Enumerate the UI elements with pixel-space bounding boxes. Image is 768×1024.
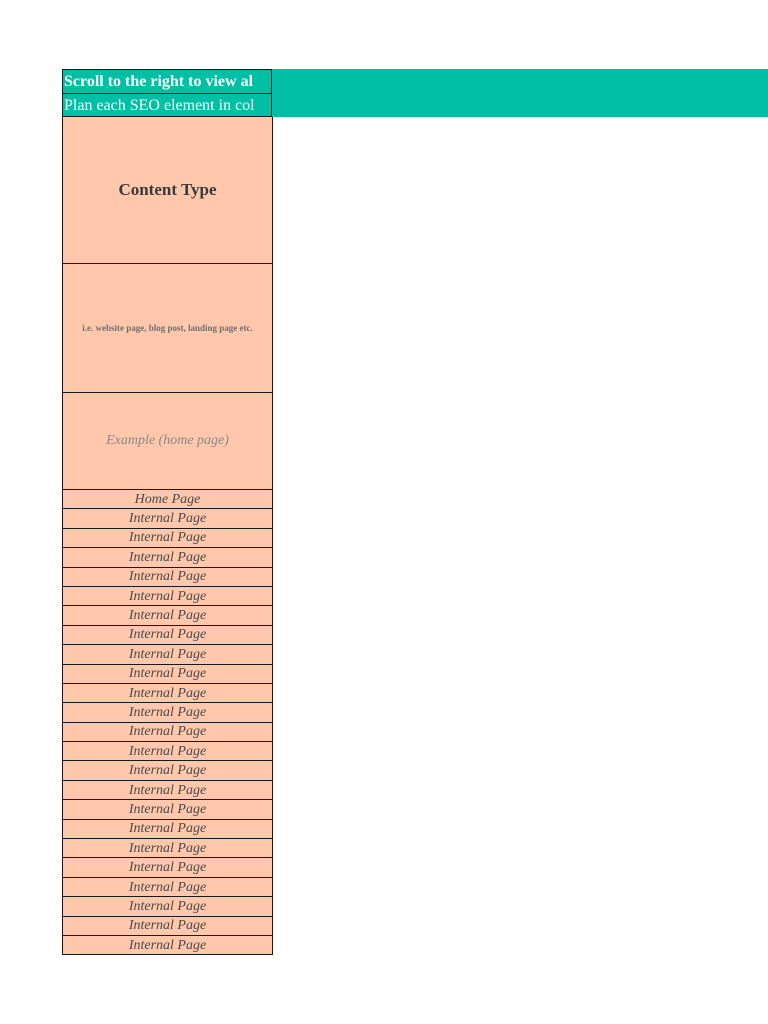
table-row[interactable]: Internal Page <box>63 820 272 839</box>
table-row[interactable]: Internal Page <box>63 665 272 684</box>
table-row[interactable]: Internal Page <box>63 723 272 742</box>
content-type-column <box>62 117 273 955</box>
table-row[interactable]: Internal Page <box>63 568 272 587</box>
table-row[interactable]: Internal Page <box>63 645 272 664</box>
table-row[interactable]: Internal Page <box>63 917 272 936</box>
instruction-banner-1 <box>62 69 768 93</box>
column-hint-cell[interactable]: i.e. website page, blog post, landing page etc. <box>63 264 272 393</box>
table-row[interactable]: Internal Page <box>63 878 272 897</box>
table-row[interactable]: Internal Page <box>63 761 272 780</box>
table-row[interactable]: Internal Page <box>63 703 272 722</box>
table-row[interactable]: Internal Page <box>63 742 272 761</box>
table-row[interactable]: Internal Page <box>63 606 272 625</box>
instruction-banner-2 <box>62 93 768 117</box>
table-row[interactable]: Internal Page <box>63 936 272 955</box>
table-row[interactable]: Internal Page <box>63 548 272 567</box>
table-row[interactable]: Internal Page <box>63 509 272 528</box>
table-row[interactable]: Home Page <box>63 490 272 509</box>
table-row[interactable]: Internal Page <box>63 839 272 858</box>
table-row[interactable]: Internal Page <box>63 897 272 916</box>
banner-cell-1[interactable]: Scroll to the right to view al <box>62 69 272 93</box>
table-row[interactable]: Internal Page <box>63 587 272 606</box>
table-row[interactable]: Internal Page <box>63 800 272 819</box>
spreadsheet <box>62 69 768 955</box>
banner-cell-2[interactable]: Plan each SEO element in col <box>62 93 272 117</box>
example-cell[interactable]: Example (home page) <box>63 393 272 490</box>
table-row[interactable]: Internal Page <box>63 529 272 548</box>
table-row[interactable]: Internal Page <box>63 626 272 645</box>
table-row[interactable]: Internal Page <box>63 781 272 800</box>
content-type-rows <box>63 490 272 955</box>
table-row[interactable]: Internal Page <box>63 858 272 877</box>
table-row[interactable]: Internal Page <box>63 684 272 703</box>
column-header-content-type[interactable]: Content Type <box>63 117 272 264</box>
